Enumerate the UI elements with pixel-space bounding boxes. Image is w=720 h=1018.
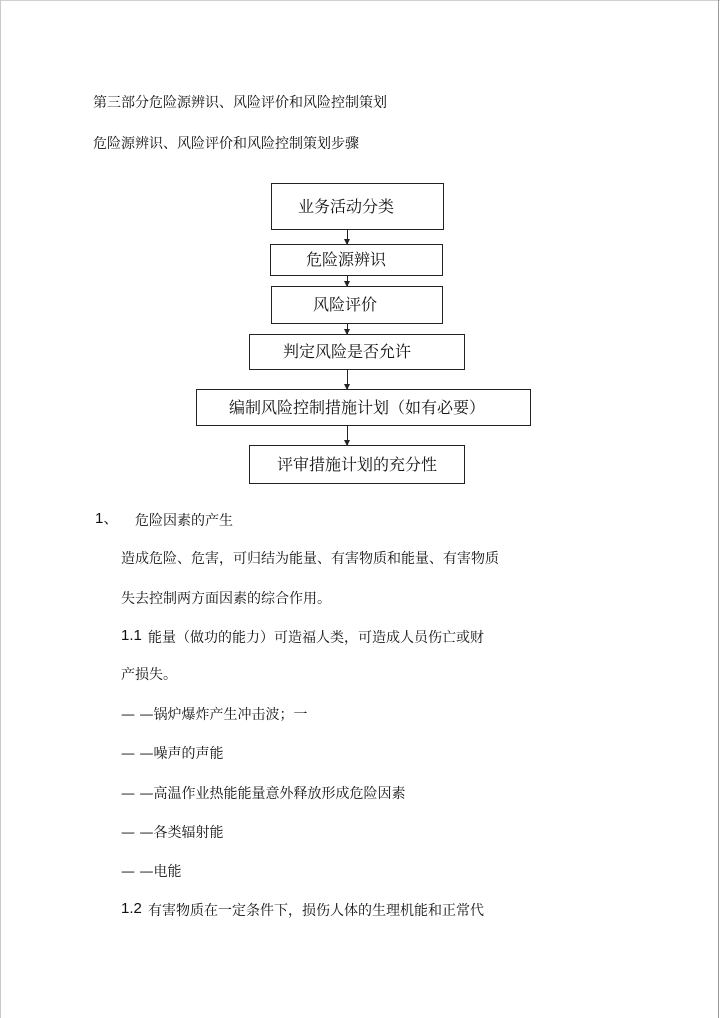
- flow-arrow: [347, 370, 348, 389]
- section-1-paragraph-line-2: 失去控制两方面因素的综合作用。: [121, 591, 331, 607]
- flow-step-activity-classification: [271, 183, 444, 230]
- page-border-left: [0, 0, 1, 1018]
- flow-step-risk-acceptability: [249, 334, 465, 370]
- flow-step-label: 判定风险是否允许: [283, 342, 412, 361]
- section-1-1-line-2: 产损失。: [121, 667, 177, 683]
- energy-list-item-electric: — —电能: [121, 864, 182, 880]
- section-1-1-number: 1.1: [121, 627, 142, 644]
- page-heading: 第三部分危险源辨识、风险评价和风险控制策划: [93, 95, 387, 111]
- section-1-2-line-1: 有害物质在一定条件下，损伤人体的生理机能和正常代: [148, 903, 484, 919]
- flow-arrow: [347, 276, 348, 286]
- page-border-right: [718, 0, 719, 1018]
- flow-arrow: [347, 230, 348, 244]
- flowchart-caption: 危险源辨识、风险评价和风险控制策划步骤: [93, 136, 359, 152]
- flow-step-label: 业务活动分类: [298, 196, 395, 216]
- flow-step-label: 风险评价: [313, 295, 378, 314]
- flow-step-plan-review: [249, 445, 465, 484]
- energy-list-item-noise: — —噪声的声能: [121, 746, 224, 762]
- flow-arrow: [347, 324, 348, 334]
- flow-step-label: 编制风险控制措施计划（如有必要）: [229, 397, 486, 417]
- section-1-2-number: 1.2: [121, 900, 142, 917]
- section-1-number: 1、: [95, 510, 119, 527]
- section-1-title: 危险因素的产生: [135, 513, 233, 529]
- flow-arrow: [347, 426, 348, 445]
- section-1-paragraph-line-1: 造成危险、危害，可归结为能量、有害物质和能量、有害物质: [121, 551, 499, 567]
- flow-step-control-plan: [196, 389, 531, 426]
- energy-list-item-radiation: — —各类辐射能: [121, 825, 224, 841]
- flow-step-label: 危险源辨识: [306, 250, 387, 269]
- section-1-1-line-1: 能量（做功的能力）可造福人类，可造成人员伤亡或财: [148, 630, 484, 646]
- energy-list-item-boiler: — —锅炉爆炸产生冲击波；一: [121, 707, 308, 723]
- flow-step-hazard-identification: [270, 244, 443, 276]
- flow-step-risk-assessment: [271, 286, 443, 324]
- flow-step-label: 评审措施计划的充分性: [277, 454, 438, 474]
- energy-list-item-heat: — —高温作业热能能量意外释放形成危险因素: [121, 786, 406, 802]
- page-border-top: [0, 0, 720, 1]
